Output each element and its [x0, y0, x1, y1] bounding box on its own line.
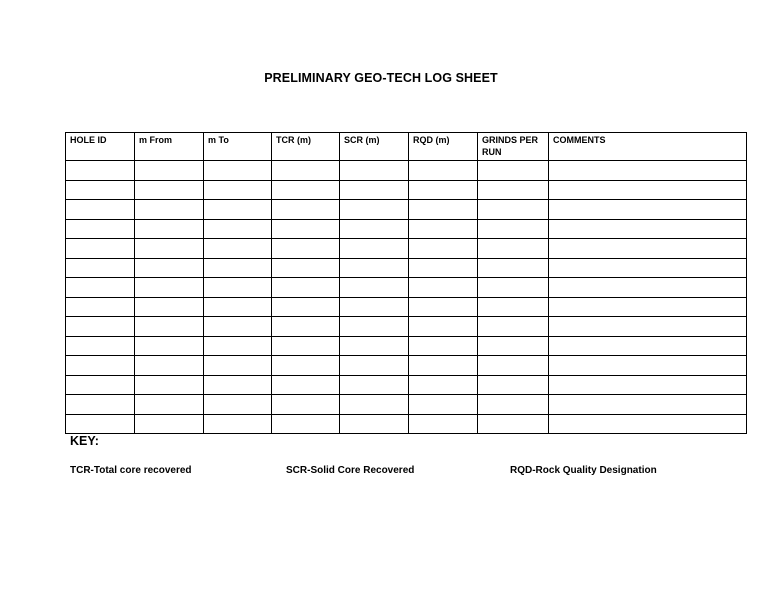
table-cell[interactable]: [340, 297, 409, 317]
table-cell[interactable]: [478, 336, 549, 356]
table-cell[interactable]: [204, 200, 272, 220]
table-cell[interactable]: [204, 395, 272, 415]
column-header-m-from: m From: [135, 133, 204, 161]
table-cell[interactable]: [549, 219, 747, 239]
table-cell[interactable]: [135, 239, 204, 259]
table-cell[interactable]: [340, 239, 409, 259]
table-cell[interactable]: [272, 200, 340, 220]
table-cell[interactable]: [478, 375, 549, 395]
table-cell[interactable]: [549, 297, 747, 317]
table-cell[interactable]: [549, 414, 747, 434]
table-cell[interactable]: [549, 356, 747, 376]
table-cell[interactable]: [204, 278, 272, 298]
table-cell[interactable]: [478, 356, 549, 376]
table-cell[interactable]: [66, 356, 135, 376]
table-cell[interactable]: [478, 219, 549, 239]
table-cell[interactable]: [340, 317, 409, 337]
table-body: [66, 161, 747, 434]
table-cell[interactable]: [66, 258, 135, 278]
table-cell[interactable]: [478, 297, 549, 317]
table-cell[interactable]: [409, 317, 478, 337]
table-cell[interactable]: [478, 414, 549, 434]
table-cell[interactable]: [549, 200, 747, 220]
table-row: [66, 161, 747, 181]
table-cell[interactable]: [135, 356, 204, 376]
key-heading: KEY:: [70, 434, 99, 448]
table-cell[interactable]: [340, 356, 409, 376]
table-cell[interactable]: [478, 180, 549, 200]
table-row: [66, 375, 747, 395]
table-cell[interactable]: [272, 336, 340, 356]
table-cell[interactable]: [272, 180, 340, 200]
table-cell[interactable]: [66, 375, 135, 395]
table-cell[interactable]: [135, 414, 204, 434]
table-cell[interactable]: [204, 258, 272, 278]
table-cell[interactable]: [478, 200, 549, 220]
table-row: [66, 336, 747, 356]
table-cell[interactable]: [204, 356, 272, 376]
table-cell[interactable]: [135, 180, 204, 200]
table-cell[interactable]: [549, 180, 747, 200]
table-cell[interactable]: [409, 375, 478, 395]
table-row: [66, 258, 747, 278]
table-cell[interactable]: [204, 180, 272, 200]
table-cell[interactable]: [66, 278, 135, 298]
table-cell[interactable]: [135, 161, 204, 181]
table-cell[interactable]: [272, 297, 340, 317]
table-cell[interactable]: [409, 356, 478, 376]
table-cell[interactable]: [478, 239, 549, 259]
table-cell[interactable]: [66, 180, 135, 200]
table-cell[interactable]: [549, 336, 747, 356]
column-header-tcr: TCR (m): [272, 133, 340, 161]
table-cell[interactable]: [409, 414, 478, 434]
table-cell[interactable]: [409, 336, 478, 356]
table-cell[interactable]: [272, 239, 340, 259]
table-cell[interactable]: [340, 258, 409, 278]
table-cell[interactable]: [135, 375, 204, 395]
column-header-scr: SCR (m): [340, 133, 409, 161]
table-cell[interactable]: [340, 219, 409, 239]
table-cell[interactable]: [272, 278, 340, 298]
table-row: [66, 395, 747, 415]
table-row: [66, 297, 747, 317]
table-cell[interactable]: [135, 336, 204, 356]
table-cell[interactable]: [340, 375, 409, 395]
table-cell[interactable]: [272, 161, 340, 181]
table-cell[interactable]: [478, 317, 549, 337]
table-cell[interactable]: [409, 395, 478, 415]
table-cell[interactable]: [340, 278, 409, 298]
table-cell[interactable]: [409, 239, 478, 259]
table-cell[interactable]: [409, 219, 478, 239]
key-item-rqd: RQD-Rock Quality Designation: [510, 465, 657, 476]
table-cell[interactable]: [272, 375, 340, 395]
table-cell[interactable]: [409, 180, 478, 200]
table-cell[interactable]: [204, 239, 272, 259]
table-row: [66, 278, 747, 298]
table-cell[interactable]: [340, 200, 409, 220]
table-cell[interactable]: [204, 336, 272, 356]
table-cell[interactable]: [135, 219, 204, 239]
table-cell[interactable]: [272, 414, 340, 434]
table-cell[interactable]: [66, 336, 135, 356]
sheet-title: PRELIMINARY GEO-TECH LOG SHEET: [264, 71, 498, 85]
table-cell[interactable]: [272, 258, 340, 278]
table-cell[interactable]: [135, 278, 204, 298]
table-cell[interactable]: [340, 161, 409, 181]
column-header-rqd: RQD (m): [409, 133, 478, 161]
table-cell[interactable]: [66, 414, 135, 434]
table-row: [66, 200, 747, 220]
table-cell[interactable]: [204, 375, 272, 395]
table-cell[interactable]: [409, 297, 478, 317]
table-cell[interactable]: [409, 278, 478, 298]
table-cell[interactable]: [549, 395, 747, 415]
table-cell[interactable]: [272, 395, 340, 415]
table-cell[interactable]: [549, 375, 747, 395]
table-cell[interactable]: [478, 278, 549, 298]
table-cell[interactable]: [272, 219, 340, 239]
table-cell[interactable]: [66, 297, 135, 317]
table-cell[interactable]: [204, 317, 272, 337]
table-cell[interactable]: [66, 239, 135, 259]
table-cell[interactable]: [549, 258, 747, 278]
table-cell[interactable]: [409, 161, 478, 181]
column-header-m-to: m To: [204, 133, 272, 161]
table-cell[interactable]: [135, 297, 204, 317]
table-row: [66, 317, 747, 337]
column-header-comments: COMMENTS: [549, 133, 747, 161]
table-cell[interactable]: [66, 161, 135, 181]
table-cell[interactable]: [409, 258, 478, 278]
table-cell[interactable]: [549, 317, 747, 337]
table-cell[interactable]: [478, 395, 549, 415]
table-cell[interactable]: [340, 395, 409, 415]
table-cell[interactable]: [478, 258, 549, 278]
table-cell[interactable]: [478, 161, 549, 181]
table-cell[interactable]: [66, 219, 135, 239]
table-cell[interactable]: [66, 317, 135, 337]
key-item-scr: SCR-Solid Core Recovered: [286, 465, 415, 476]
table-cell[interactable]: [135, 258, 204, 278]
table-cell[interactable]: [135, 317, 204, 337]
table-cell[interactable]: [66, 200, 135, 220]
log-table: [65, 132, 747, 434]
key-item-tcr: TCR-Total core recovered: [70, 465, 192, 476]
column-header-hole-id: HOLE ID: [66, 133, 135, 161]
table-cell[interactable]: [204, 414, 272, 434]
table-cell[interactable]: [204, 219, 272, 239]
table-cell[interactable]: [204, 297, 272, 317]
table-row: [66, 239, 747, 259]
table-cell[interactable]: [549, 161, 747, 181]
table-row: [66, 356, 747, 376]
table-cell[interactable]: [66, 395, 135, 415]
table-cell[interactable]: [340, 336, 409, 356]
table-cell[interactable]: [204, 161, 272, 181]
table-row: [66, 180, 747, 200]
table-cell[interactable]: [135, 395, 204, 415]
table-cell[interactable]: [340, 414, 409, 434]
table-header-row: [66, 133, 747, 161]
table-row: [66, 219, 747, 239]
table-cell[interactable]: [340, 180, 409, 200]
table-cell[interactable]: [272, 317, 340, 337]
table-cell[interactable]: [135, 200, 204, 220]
table-cell[interactable]: [549, 278, 747, 298]
table-cell[interactable]: [272, 356, 340, 376]
table-cell[interactable]: [409, 200, 478, 220]
table-cell[interactable]: [549, 239, 747, 259]
table-row: [66, 414, 747, 434]
column-header-grinds-per-run: GRINDS PER RUN: [478, 133, 549, 161]
